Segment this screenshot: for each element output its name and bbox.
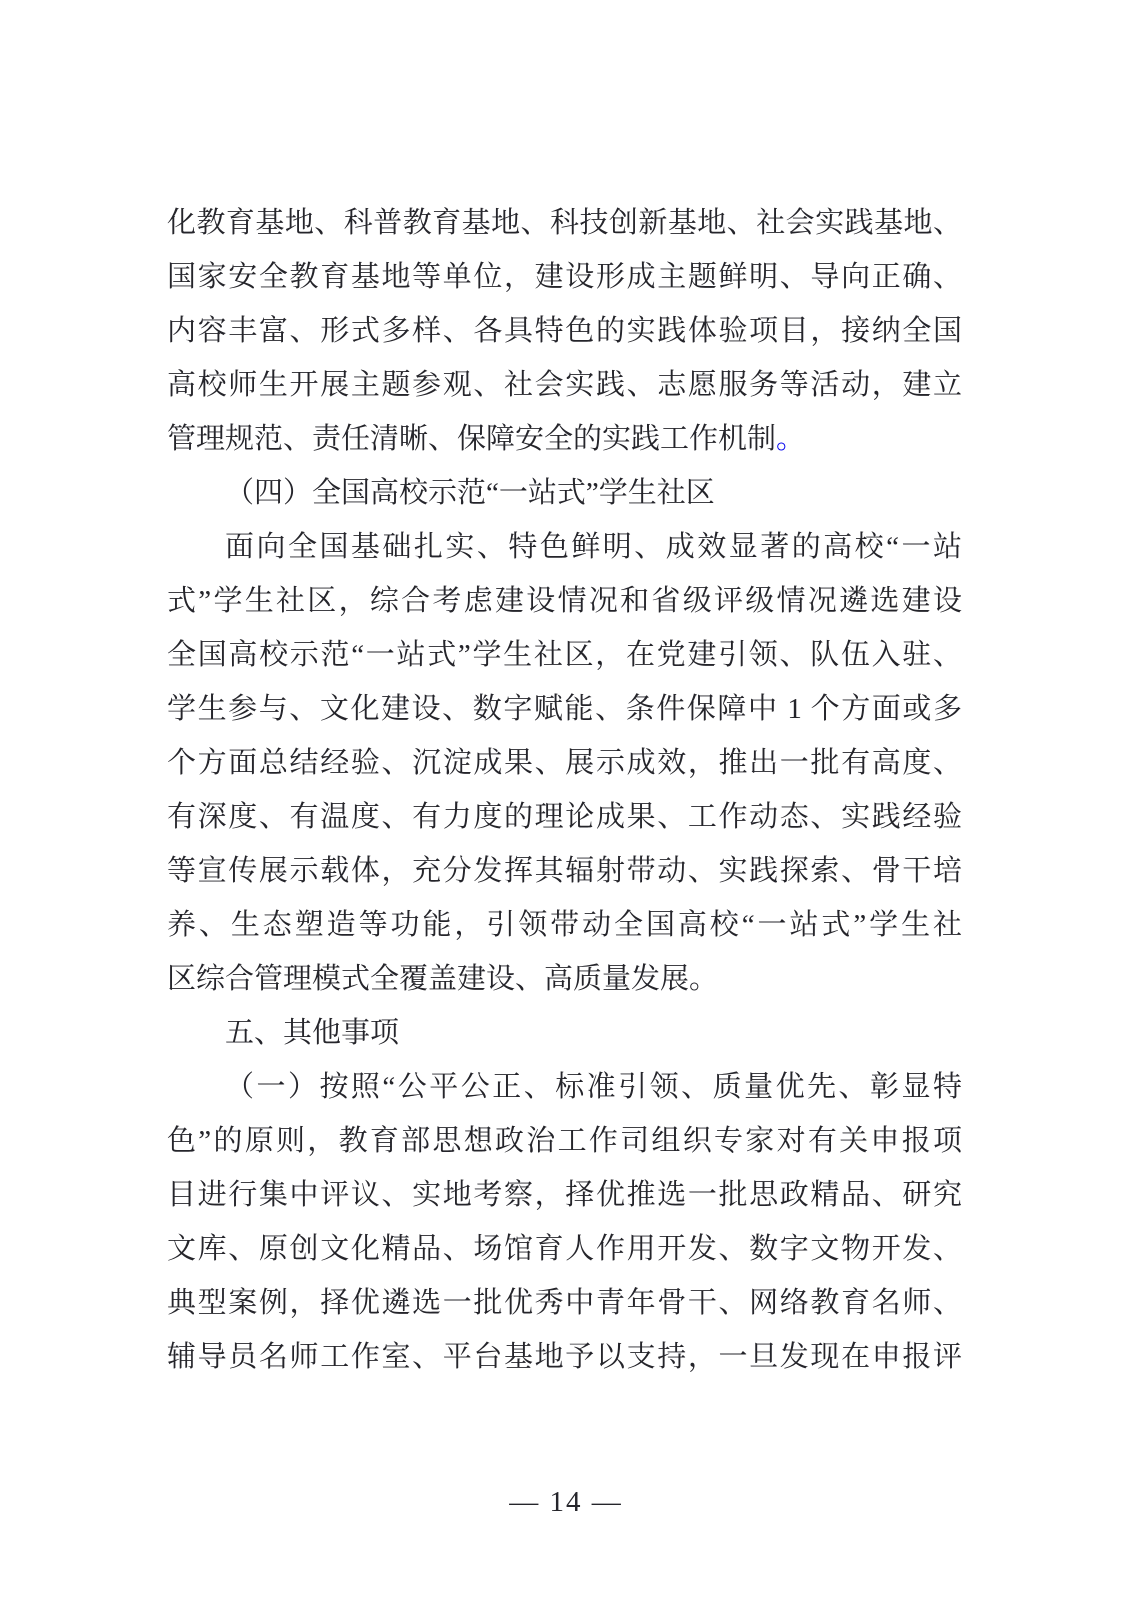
paragraph	[167, 1060, 962, 1384]
text-line: 高校师生开展主题参观、社会实践、志愿服务等活动，建立	[167, 369, 962, 401]
text-line: 色”的原则，教育部思想政治工作司组织专家对有关申报项	[167, 1125, 962, 1157]
text-line: 个方面总结经验、沉淀成果、展示成效，推出一批有高度、	[167, 747, 962, 779]
text-line: 典型案例，择优遴选一批优秀中青年骨干、网络教育名师、	[167, 1287, 962, 1319]
paragraph	[167, 196, 962, 466]
text-run: 管理规范、责任清晰、保障安全的实践工作机制	[167, 423, 777, 455]
text-line	[167, 412, 962, 466]
heading-line: 五、其他事项	[225, 1017, 400, 1049]
heading-line: （四）全国高校示范“一站式”学生社区	[225, 477, 715, 509]
text-line: 全国高校示范“一站式”学生社区，在党建引领、队伍入驻、	[167, 639, 962, 671]
text-line: 辅导员名师工作室、平台基地予以支持，一旦发现在申报评	[167, 1341, 962, 1373]
text-line: 内容丰富、形式多样、各具特色的实践体验项目，接纳全国	[167, 315, 962, 347]
text-line: 面向全国基础扎实、特色鲜明、成效显著的高校“一站	[225, 531, 962, 563]
text-line: 化教育基地、科普教育基地、科技创新基地、社会实践基地、	[167, 207, 962, 239]
text-line: 学生参与、文化建设、数字赋能、条件保障中 1 个方面或多	[167, 693, 962, 725]
text-line: 养、生态塑造等功能，引领带动全国高校“一站式”学生社	[167, 909, 962, 941]
text-line: 目进行集中评议、实地考察，择优推选一批思政精品、研究	[167, 1179, 962, 1211]
paragraph	[167, 520, 962, 1006]
text-line: 文库、原创文化精品、场馆育人作用开发、数字文物开发、	[167, 1233, 962, 1265]
text-line: 等宣传展示载体，充分发挥其辐射带动、实践探索、骨干培	[167, 855, 962, 887]
sentence-end-period: 。	[776, 423, 806, 455]
document-body	[167, 196, 962, 1384]
text-line: 式”学生社区，综合考虑建设情况和省级评级情况遴选建设	[167, 585, 962, 617]
section-heading	[167, 466, 962, 520]
text-line: （一）按照“公平公正、标准引领、质量优先、彰显特	[225, 1071, 962, 1103]
section-heading	[167, 1006, 962, 1060]
text-line: 有深度、有温度、有力度的理论成果、工作动态、实践经验	[167, 801, 962, 833]
text-line: 区综合管理模式全覆盖建设、高质量发展。	[167, 963, 719, 995]
text-line: 国家安全教育基地等单位，建设形成主题鲜明、导向正确、	[167, 261, 962, 293]
page-number: — 14 —	[509, 1486, 623, 1518]
